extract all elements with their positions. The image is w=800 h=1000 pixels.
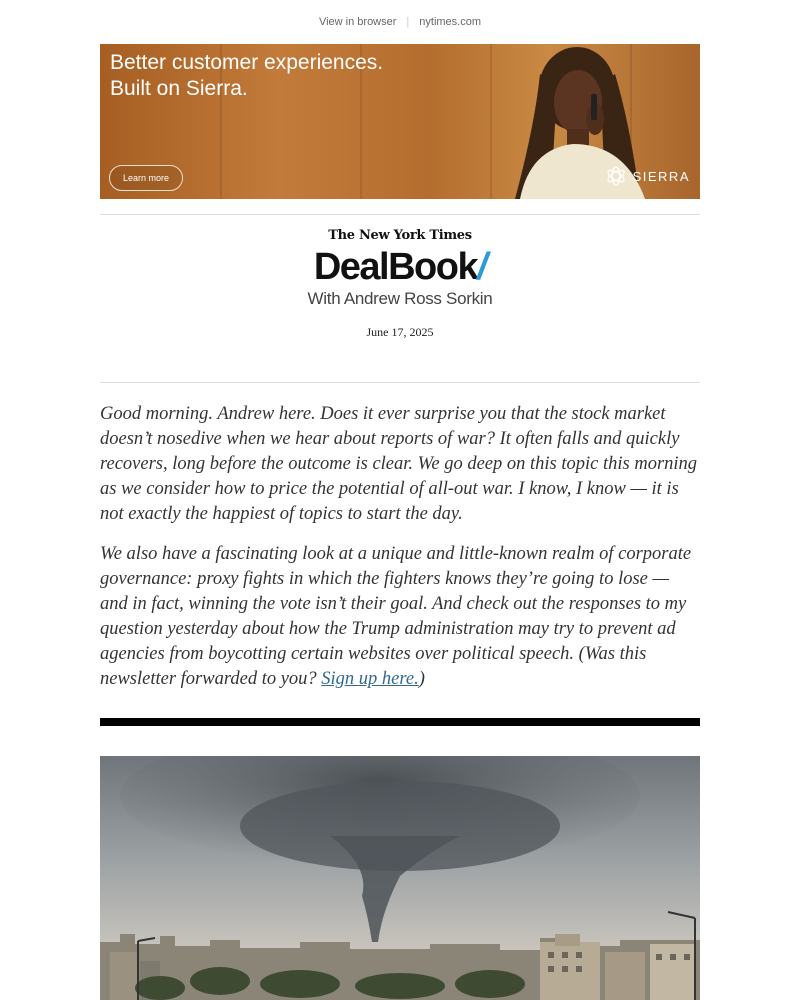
topbar-separator: | [406, 16, 410, 28]
intro-section [100, 402, 700, 707]
sierra-logo-icon [605, 165, 627, 187]
byline: With Andrew Ross Sorkin [307, 289, 493, 308]
divider-top [100, 214, 700, 215]
view-in-browser-link[interactable]: View in browser [318, 16, 397, 28]
dealbook-logo[interactable]: DealBook/ [313, 246, 487, 288]
newsletter-date: June 17, 2025 [366, 325, 434, 339]
sierra-brand-logo [605, 165, 690, 187]
top-links-bar [0, 0, 800, 44]
sierra-brand-text: SIERRA [632, 168, 690, 184]
masthead [100, 228, 700, 340]
ad-headline: Better customer experiences. Built on Sierra. [110, 51, 384, 100]
lead-photo[interactable] [100, 756, 700, 1000]
nytimes-link[interactable]: nytimes.com [419, 16, 482, 28]
dealbook-slash: / [477, 246, 487, 288]
intro-paragraph-2: We also have a fascinating look at a unique and little-known realm of corporate governance: proxy fights in which the fighters knows they’re going to lose — and in fact, winning the vote isn’t their goal. And check out the responses to my question yesterday about how the Trump administration may try to prevent ad agencies from boycotting certain websites over political speech. (Was this newsletter forwarded to you? Sign up here.) [100, 544, 692, 689]
divider-mid [100, 382, 700, 383]
intro-paragraph-1: Good morning. Andrew here. Does it ever surprise you that the stock market doesn’t nosedive when we hear about reports of war? It often falls and quickly recovers, long before the outcome is clear. We go deep on this topic this morning as we consider how to price the potential of all-out war. I know, I know — it is not exactly the happiest of topics to start the day. [100, 404, 698, 524]
sign-up-link[interactable]: Sign up here. [321, 669, 419, 689]
learn-more-button[interactable]: Learn more [109, 165, 183, 191]
smoke-over-city-image [100, 756, 700, 1000]
sierra-ad-banner[interactable] [100, 44, 700, 199]
section-divider-bar [100, 718, 700, 726]
nyt-logo[interactable]: The New York Times [328, 228, 472, 243]
